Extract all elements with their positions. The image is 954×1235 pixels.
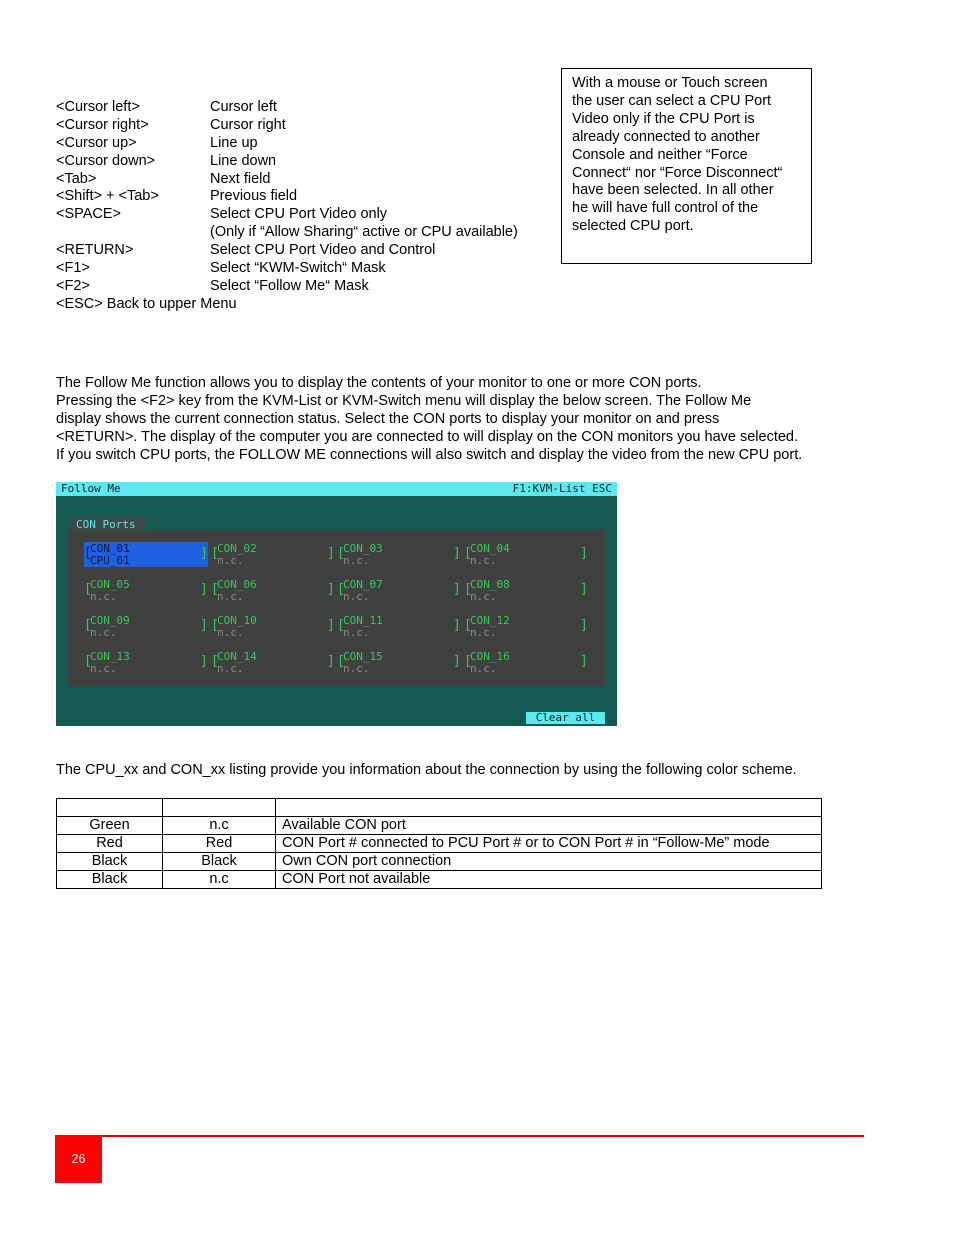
con-port-name: CON_13 (90, 650, 130, 663)
con-port-name: CON_07 (343, 578, 383, 591)
bracket-open: [ (464, 546, 472, 561)
table-row: Black n.c CON Port not available (57, 871, 822, 889)
con-port-cell[interactable] (337, 614, 461, 643)
table-row: Red Red CON Port # connected to PCU Port # or to CON Port # in “Follow-Me” mode (57, 835, 822, 853)
bracket-close: ] (200, 546, 208, 561)
footer-rule (102, 1135, 864, 1137)
bracket-open: [ (84, 582, 92, 597)
con-port-status: CPU_01 (90, 554, 130, 567)
con-port-cell[interactable] (337, 578, 461, 607)
bracket-close: ] (327, 546, 335, 561)
con-port-cell[interactable] (211, 650, 335, 679)
con-port-name: CON_09 (90, 614, 130, 627)
bracket-close: ] (327, 582, 335, 597)
screen-title-bar (56, 482, 617, 496)
bracket-close: ] (580, 546, 588, 561)
con-port-status: n.c. (90, 590, 117, 603)
con-port-cell[interactable] (84, 614, 208, 643)
paragraph-line: display shows the current connection status. Select the CON ports to display your monitor on and press (56, 410, 720, 427)
note-line: the user can select a CPU Port (572, 92, 772, 109)
con-port-cell[interactable] (211, 578, 335, 607)
con-port-status: n.c. (470, 626, 497, 639)
con-port-status: n.c. (470, 590, 497, 603)
bracket-open: [ (84, 654, 92, 669)
note-line: have been selected. In all other (572, 182, 774, 199)
note-line: already connected to another (572, 128, 760, 145)
screen-title: Follow Me (61, 482, 121, 495)
con-port-name: CON_02 (217, 542, 257, 555)
table-row: Green n.c Available CON port (57, 817, 822, 835)
screen-shortcuts[interactable]: F1:KVM-List ESC (512, 482, 612, 495)
con-port-name: CON_08 (470, 578, 510, 591)
bracket-open: [ (84, 618, 92, 633)
table-header-row (57, 799, 822, 817)
bracket-open: [ (211, 654, 219, 669)
con-port-status: n.c. (470, 554, 497, 567)
bracket-close: ] (453, 618, 461, 633)
follow-me-screenshot (56, 482, 617, 726)
note-line: Video only if the CPU Port is (572, 110, 755, 127)
paragraph-line: Pressing the <F2> key from the KVM-List or KVM-Switch menu will display the below screen. The Follow Me (56, 392, 752, 409)
bracket-open: [ (337, 582, 345, 597)
con-port-name: CON_11 (343, 614, 383, 627)
con-port-cell[interactable] (464, 650, 588, 679)
paragraph-line: If you switch CPU ports, the FOLLOW ME connections will also switch and display the video from the new CPU port. (56, 446, 803, 463)
con-port-cell[interactable] (464, 542, 588, 571)
bracket-open: [ (464, 618, 472, 633)
con-port-status: n.c. (90, 662, 117, 675)
con-port-name: CON_16 (470, 650, 510, 663)
bracket-close: ] (580, 654, 588, 669)
bracket-close: ] (327, 618, 335, 633)
bracket-close: ] (200, 654, 208, 669)
follow-me-description (56, 375, 876, 464)
con-port-cell[interactable] (337, 542, 461, 571)
con-port-name: CON_12 (470, 614, 510, 627)
bracket-close: ] (580, 618, 588, 633)
note-line: selected CPU port. (572, 218, 694, 235)
con-port-status: n.c. (217, 662, 244, 675)
con-port-status: n.c. (343, 662, 370, 675)
con-port-cell[interactable] (337, 650, 461, 679)
note-line: With a mouse or Touch screen (572, 75, 768, 91)
con-port-status: n.c. (90, 626, 117, 639)
con-port-status: n.c. (343, 590, 370, 603)
con-port-cell[interactable] (464, 614, 588, 643)
page-number: 26 (55, 1135, 102, 1183)
con-port-status: n.c. (217, 590, 244, 603)
paragraph-line: The Follow Me function allows you to display the contents of your monitor to one or more CON ports. (56, 375, 702, 391)
con-port-name: CON_15 (343, 650, 383, 663)
bracket-open: [ (464, 654, 472, 669)
bracket-open: [ (337, 618, 345, 633)
con-port-cell[interactable] (464, 578, 588, 607)
con-port-cell[interactable] (211, 542, 335, 571)
note-line: he will have full control of the (572, 200, 759, 217)
con-port-status: n.c. (343, 554, 370, 567)
con-port-status: n.c. (343, 626, 370, 639)
paragraph-line: <RETURN>. The display of the computer you are connected to will display on the CON monitors you have selected. (56, 428, 799, 445)
tab-con-ports[interactable]: CON Ports (70, 517, 146, 532)
bracket-open: [ (211, 546, 219, 561)
con-port-name: CON_05 (90, 578, 130, 591)
bracket-close: ] (200, 582, 208, 597)
bracket-close: ] (580, 582, 588, 597)
con-port-name: CON_01 (90, 542, 130, 555)
con-port-name: CON_14 (217, 650, 257, 663)
con-port-status: n.c. (217, 554, 244, 567)
con-port-status: n.c. (470, 662, 497, 675)
color-scheme-table (56, 798, 822, 889)
con-port-cell[interactable] (84, 578, 208, 607)
note-line: Console and neither “Force (572, 146, 748, 163)
note-box (561, 68, 812, 264)
color-scheme-intro: The CPU_xx and CON_xx listing provide you information about the connection by using the following color scheme. (56, 762, 797, 778)
con-port-name: CON_04 (470, 542, 510, 555)
bracket-open: [ (337, 654, 345, 669)
con-port-status: n.c. (217, 626, 244, 639)
con-port-name: CON_03 (343, 542, 383, 555)
bracket-open: [ (337, 546, 345, 561)
con-port-cell[interactable] (84, 542, 208, 571)
bracket-close: ] (200, 618, 208, 633)
table-row: Black Black Own CON port connection (57, 853, 822, 871)
bracket-close: ] (453, 546, 461, 561)
con-port-cell[interactable] (211, 614, 335, 643)
note-line: Connect“ nor “Force Disconnect“ (572, 164, 783, 181)
bracket-open: [ (211, 618, 219, 633)
con-port-cell[interactable] (84, 650, 208, 679)
clear-all-button[interactable]: Clear all (526, 712, 605, 724)
bracket-close: ] (453, 654, 461, 669)
con-port-name: CON_06 (217, 578, 257, 591)
bracket-open: [ (84, 546, 92, 561)
bracket-close: ] (327, 654, 335, 669)
con-port-name: CON_10 (217, 614, 257, 627)
bracket-open: [ (464, 582, 472, 597)
bracket-open: [ (211, 582, 219, 597)
bracket-close: ] (453, 582, 461, 597)
